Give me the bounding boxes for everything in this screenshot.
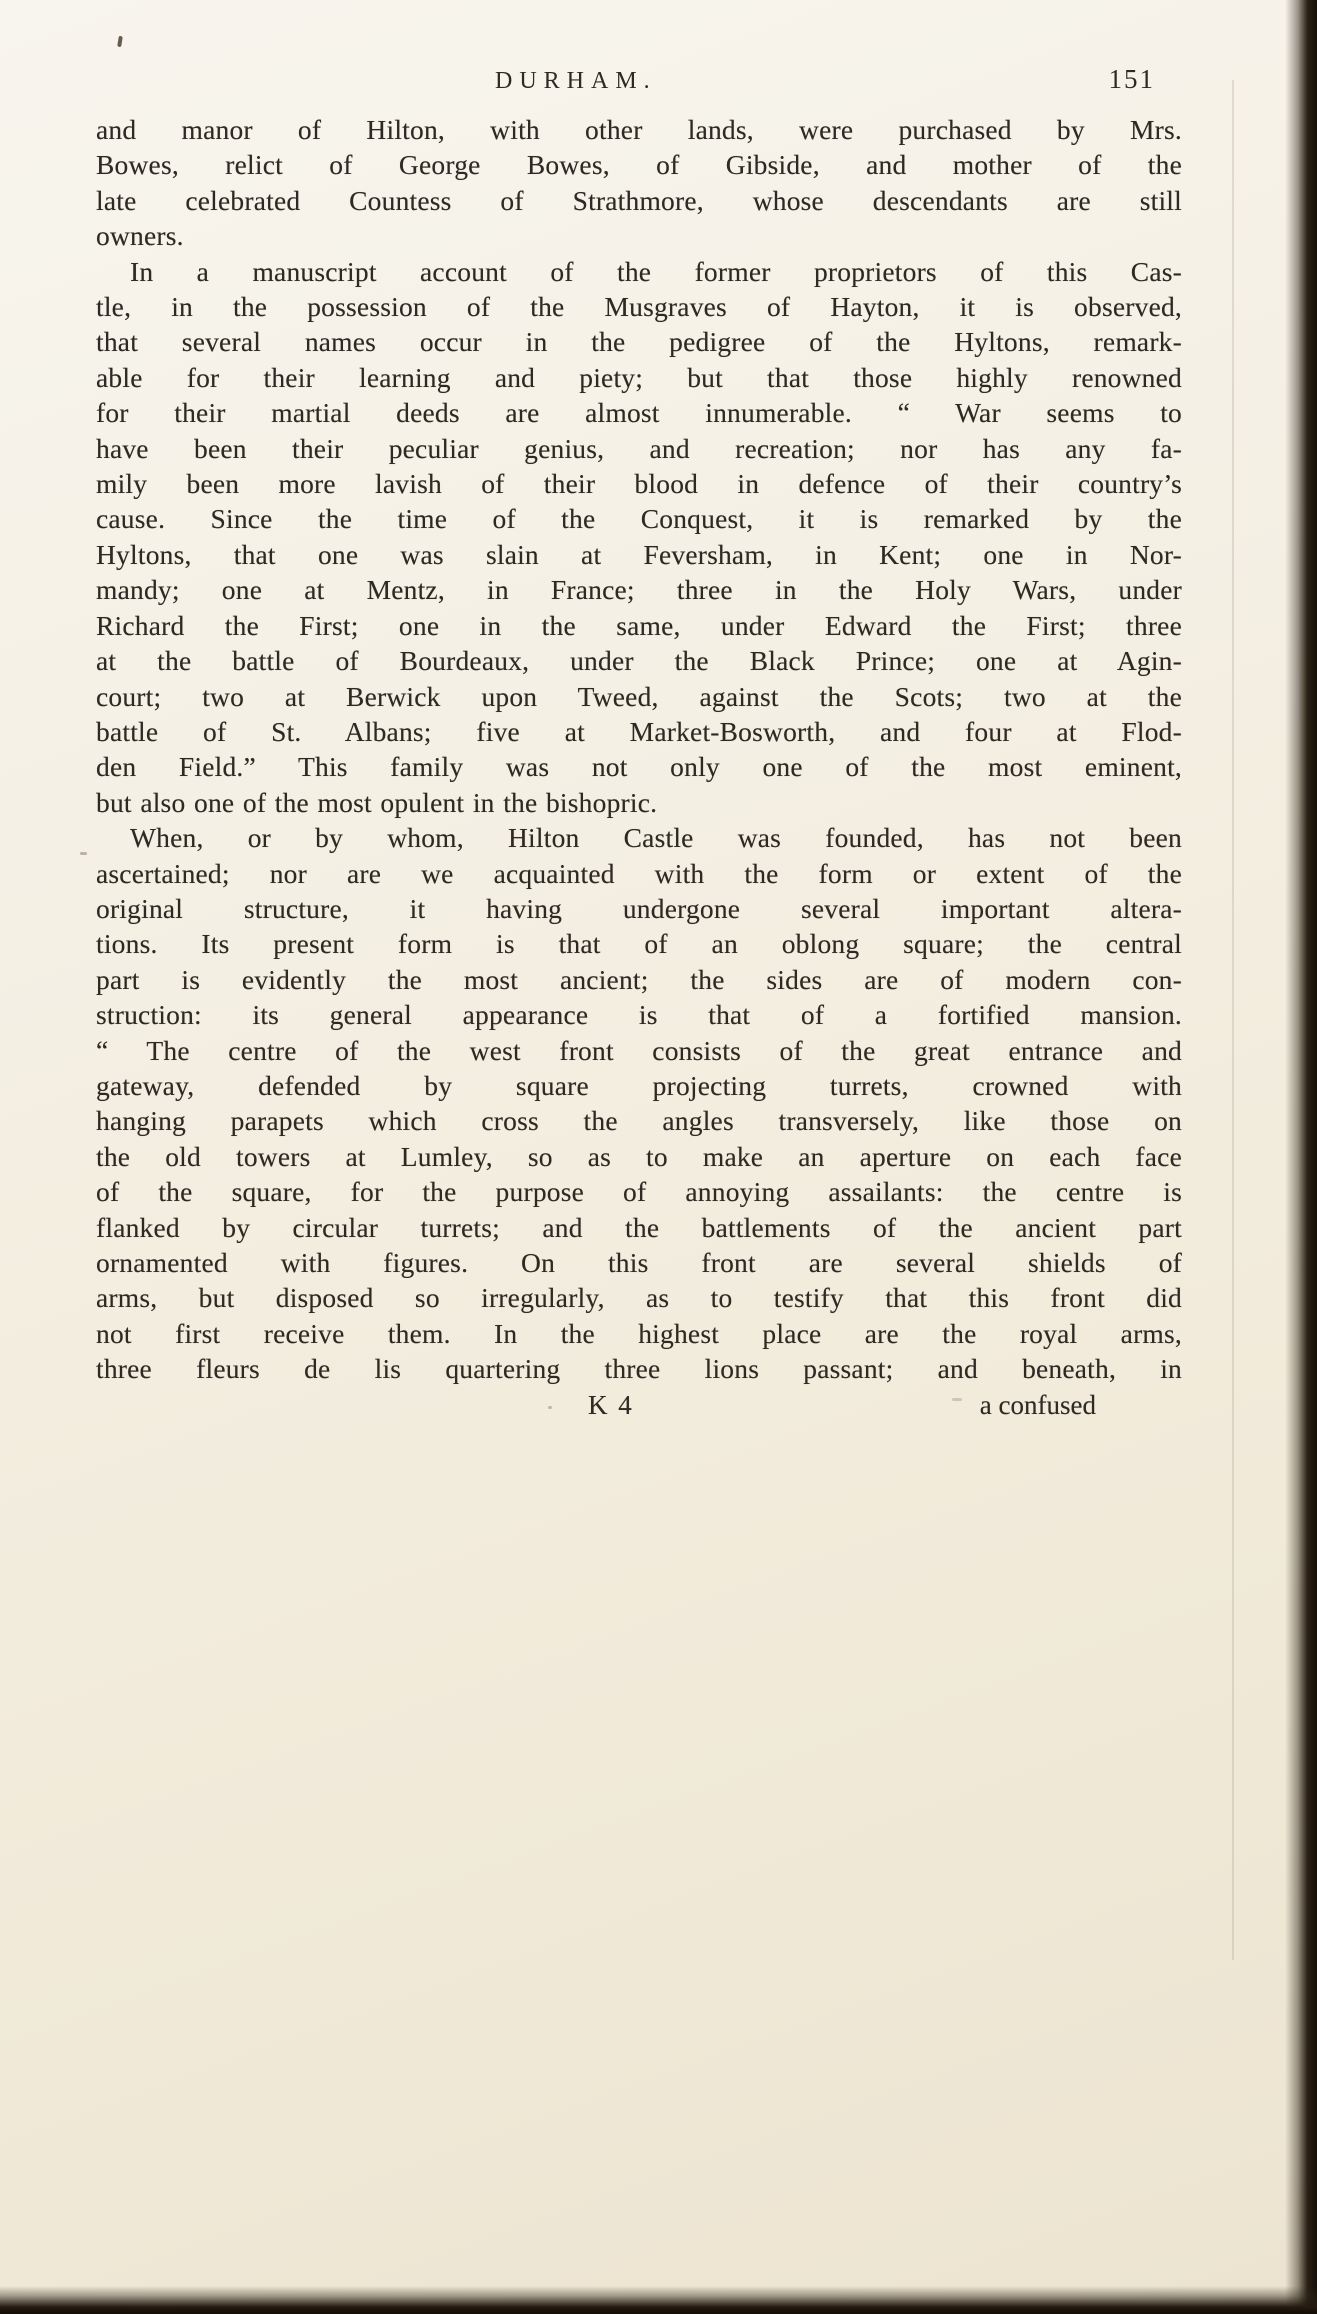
text-line: gateway, defended by square projecting turrets, crowned with (96, 1069, 1182, 1101)
running-title: DURHAM. (495, 68, 657, 94)
text-line: arms, but disposed so irregularly, as to testify that this front did (96, 1282, 1182, 1314)
scan-speck (80, 852, 87, 855)
text-line: able for their learning and piety; but that those highly renowned (96, 361, 1182, 393)
text-line: hanging parapets which cross the angles transversely, like those on (96, 1105, 1182, 1137)
page-header (95, 64, 1181, 104)
text-line: the old towers at Lumley, so as to make an aperture on each face (96, 1140, 1182, 1172)
text-line: tle, in the possession of the Musgraves of Hayton, it is observed, (96, 291, 1182, 323)
text-line: owners. (96, 220, 184, 252)
text-line: Hyltons, that one was slain at Feversham, in Kent; one in Nor- (96, 538, 1182, 570)
text-line: Bowes, relict of George Bowes, of Gibside, and mother of the (96, 149, 1182, 181)
scan-speck (117, 36, 123, 47)
text-line: and manor of Hilton, with other lands, were purchased by Mrs. (96, 114, 1182, 145)
text-line: mily been more lavish of their blood in defence of their country’s (96, 468, 1182, 500)
scan-speck (548, 1406, 552, 1409)
text-line: den Field.” This family was not only one of the most eminent, (96, 751, 1182, 783)
body-text (96, 112, 1182, 1387)
text-line: cause. Since the time of the Conquest, it is remarked by the (96, 503, 1182, 535)
text-line: three fleurs de lis quartering three lions passant; and beneath, in (96, 1353, 1182, 1385)
text-line: original structure, it having undergone several important altera- (96, 892, 1182, 924)
scan-edge-bottom (0, 2286, 1317, 2314)
paragraph (96, 820, 1182, 1387)
scan-edge-right (1285, 0, 1317, 2314)
text-line: at the battle of Bourdeaux, under the Black Prince; one at Agin- (96, 645, 1182, 677)
text-line: of the square, for the purpose of annoying assailants: the centre is (96, 1176, 1182, 1208)
text-line: but also one of the most opulent in the bishopric. (96, 786, 658, 818)
text-line: late celebrated Countess of Strathmore, whose descendants are still (96, 184, 1182, 216)
text-line: When, or by whom, Hilton Castle was founded, has not been (130, 822, 1182, 854)
text-line: tions. Its present form is that of an oblong square; the central (96, 928, 1182, 960)
page-crease (1232, 80, 1234, 1960)
catchword: a confused (979, 1390, 1096, 1420)
text-line: that several names occur in the pedigree of the Hyltons, remark- (96, 326, 1182, 358)
paragraph (96, 112, 1182, 254)
text-line: ascertained; nor are we acquainted with the form or extent of the (96, 857, 1182, 889)
text-line: part is evidently the most ancient; the sides are of modern con- (96, 963, 1182, 995)
text-line: for their martial deeds are almost innumerable. “ War seems to (96, 397, 1182, 429)
text-line: battle of St. Albans; five at Market-Bosworth, and four at Flod- (96, 715, 1182, 747)
text-line: have been their peculiar genius, and recreation; nor has any fa- (96, 432, 1182, 464)
text-line: Richard the First; one in the same, under Edward the First; three (96, 609, 1182, 641)
page-footer (96, 1390, 1182, 1430)
text-line: In a manuscript account of the former proprietors of this Cas- (130, 255, 1182, 287)
text-line: not first receive them. In the highest place are the royal arms, (96, 1317, 1182, 1349)
scan-speck (952, 1398, 962, 1401)
text-line: ornamented with figures. On this front are several shields of (96, 1247, 1182, 1278)
signature-mark: K 4 (588, 1390, 634, 1420)
page-number: 151 (1108, 64, 1155, 94)
text-line: court; two at Berwick upon Tweed, against the Scots; two at the (96, 680, 1182, 712)
text-line: struction: its general appearance is that of a fortified mansion. (96, 999, 1182, 1031)
text-line: “ The centre of the west front consists of the great entrance and (96, 1034, 1182, 1066)
paragraph (96, 254, 1182, 821)
text-line: mandy; one at Mentz, in France; three in the Holy Wars, under (96, 574, 1182, 606)
text-line: flanked by circular turrets; and the battlements of the ancient part (96, 1211, 1182, 1243)
